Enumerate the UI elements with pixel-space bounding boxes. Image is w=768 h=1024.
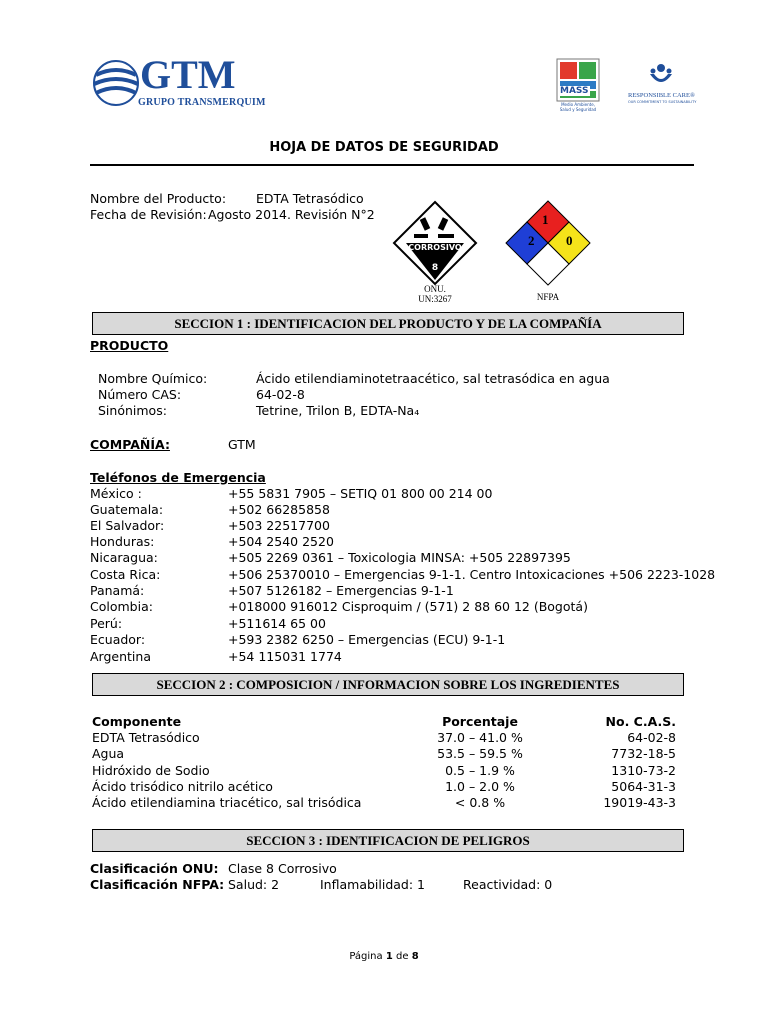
responsible-care-caption: OUR COMMITMENT TO SUSTAINABILITY <box>628 100 697 104</box>
section3-title: SECCION 3 : IDENTIFICACION DE PELIGROS <box>92 829 684 852</box>
chemical-name-label: Nombre Químico: <box>98 371 208 386</box>
phone-number: +507 5126182 – Emergencias 9-1-1 <box>228 583 454 598</box>
phone-country: Nicaragua: <box>90 550 158 565</box>
phone-country: Perú: <box>90 616 123 631</box>
cas-number-value: 64-02-8 <box>256 387 305 402</box>
table-row-component: EDTA Tetrasódico <box>92 730 200 745</box>
table-row-cas: 7732-18-5 <box>611 746 676 761</box>
phone-number: +54 115031 1774 <box>228 649 342 664</box>
chemical-name-value: Ácido etilendiaminotetraacético, sal tetrasódica en agua <box>256 371 610 386</box>
phone-number: +502 66285858 <box>228 502 330 517</box>
phone-number: +503 22517700 <box>228 518 330 533</box>
table-row-cas: 19019-43-3 <box>603 795 676 810</box>
phone-country: Costa Rica: <box>90 567 161 582</box>
producto-heading: PRODUCTO <box>90 338 169 353</box>
responsible-care-text: RESPONSIBLE CARE® <box>628 92 695 99</box>
corrosive-label: CORROSIVO <box>408 243 462 252</box>
phone-country: Guatemala: <box>90 502 164 517</box>
synonyms-label: Sinónimos: <box>98 403 167 418</box>
nfpa-caption: NFPA <box>536 292 560 302</box>
table-row-percent: 0.5 – 1.9 % <box>445 763 515 778</box>
of-word: de <box>396 951 409 962</box>
table-row-percent: 1.0 – 2.0 % <box>445 779 515 794</box>
page-total: 8 <box>411 951 419 962</box>
corrosive-symbol <box>392 200 478 286</box>
table-row-percent: 53.5 – 59.5 % <box>437 746 523 761</box>
globe-icon <box>90 57 142 109</box>
responsible-care-logo <box>628 58 697 118</box>
table-row-cas: 64-02-8 <box>627 730 676 745</box>
section2-title: SECCION 2 : COMPOSICION / INFORMACION SOBRE LOS INGREDIENTES <box>92 673 684 696</box>
page-footer <box>0 951 768 962</box>
nfpa-health: 2 <box>528 233 535 248</box>
phone-country: El Salvador: <box>90 518 165 533</box>
corrosive-caption-1: ONU. <box>424 284 446 294</box>
table-row-component: Hidróxido de Sodio <box>92 763 210 778</box>
phone-number: +593 2382 6250 – Emergencias (ECU) 9-1-1 <box>228 632 506 647</box>
phone-country: México : <box>90 486 142 501</box>
nfpa-flammability-value: Inflamabilidad: 1 <box>320 877 425 892</box>
component-header: Componente <box>92 714 182 729</box>
cas-number-label: Número CAS: <box>98 387 182 402</box>
product-name-value: EDTA Tetrasódico <box>256 191 364 206</box>
title-divider <box>90 164 694 166</box>
phone-number: +018000 916012 Cisproquim / (571) 2 88 60 12 (Bogotá) <box>228 599 588 614</box>
percent-header: Porcentaje <box>442 714 518 729</box>
phone-country: Ecuador: <box>90 632 146 647</box>
nfpa-diamond <box>505 200 591 286</box>
page-word: Página <box>349 951 383 962</box>
product-name-label: Nombre del Producto: <box>90 191 227 206</box>
table-row-cas: 1310-73-2 <box>611 763 676 778</box>
section1-title: SECCION 1 : IDENTIFICACION DEL PRODUCTO Y DE LA COMPAÑÍA <box>92 312 684 335</box>
nfpa-classification-label: Clasificación NFPA: <box>90 877 225 892</box>
corrosive-class: 8 <box>431 263 439 273</box>
mass-logo <box>556 58 600 116</box>
nfpa-flammability: 1 <box>542 212 549 227</box>
cas-header: No. C.A.S. <box>605 714 676 729</box>
revision-date-value: Agosto 2014. Revisión N°2 <box>208 207 375 222</box>
table-row-cas: 5064-31-3 <box>611 779 676 794</box>
logo-text: GTM <box>140 52 236 97</box>
phone-number: +511614 65 00 <box>228 616 326 631</box>
table-row-percent: 37.0 – 41.0 % <box>437 730 523 745</box>
revision-date-label: Fecha de Revisión: <box>90 207 207 222</box>
nfpa-reactivity-value: Reactividad: 0 <box>463 877 553 892</box>
synonyms-value: Tetrine, Trilon B, EDTA-Na₄ <box>256 403 420 418</box>
table-row-component: Agua <box>92 746 125 761</box>
table-row-component: Ácido trisódico nitrilo acético <box>92 779 273 794</box>
corrosive-caption-2: UN:3267 <box>418 294 452 304</box>
onu-classification-value: Clase 8 Corrosivo <box>228 861 337 876</box>
phones-heading: Teléfonos de Emergencia <box>90 470 266 485</box>
phone-country: Panamá: <box>90 583 145 598</box>
company-value: GTM <box>228 437 256 452</box>
page-number: 1 <box>385 951 393 962</box>
onu-classification-label: Clasificación ONU: <box>90 861 219 876</box>
hands-icon <box>646 60 676 90</box>
phone-number: +55 5831 7905 – SETIQ 01 800 00 214 00 <box>228 486 493 501</box>
logo-subtext: GRUPO TRANSMERQUIM <box>138 97 266 108</box>
mass-logo-text: MASS <box>560 86 589 96</box>
phone-country: Honduras: <box>90 534 155 549</box>
phone-country: Colombia: <box>90 599 153 614</box>
company-label: COMPAÑÍA: <box>90 437 170 452</box>
phone-number: +504 2540 2520 <box>228 534 334 549</box>
mass-logo-caption: Medio Ambiente, Salud y Seguridad <box>559 102 597 112</box>
table-row-component: Ácido etilendiamina triacético, sal trisódica <box>92 795 362 810</box>
nfpa-health-value: Salud: 2 <box>228 877 280 892</box>
phone-number: +505 2269 0361 – Toxicologia MINSA: +505 22897395 <box>228 550 571 565</box>
table-row-percent: < 0.8 % <box>454 795 506 810</box>
gtm-logo <box>90 52 266 115</box>
phone-country: Argentina <box>90 649 151 664</box>
phone-number: +506 25370010 – Emergencias 9-1-1. Centro Intoxicaciones +506 2223-1028 <box>228 567 716 582</box>
nfpa-reactivity: 0 <box>566 233 573 248</box>
doc-title: HOJA DE DATOS DE SEGURIDAD <box>269 140 499 155</box>
